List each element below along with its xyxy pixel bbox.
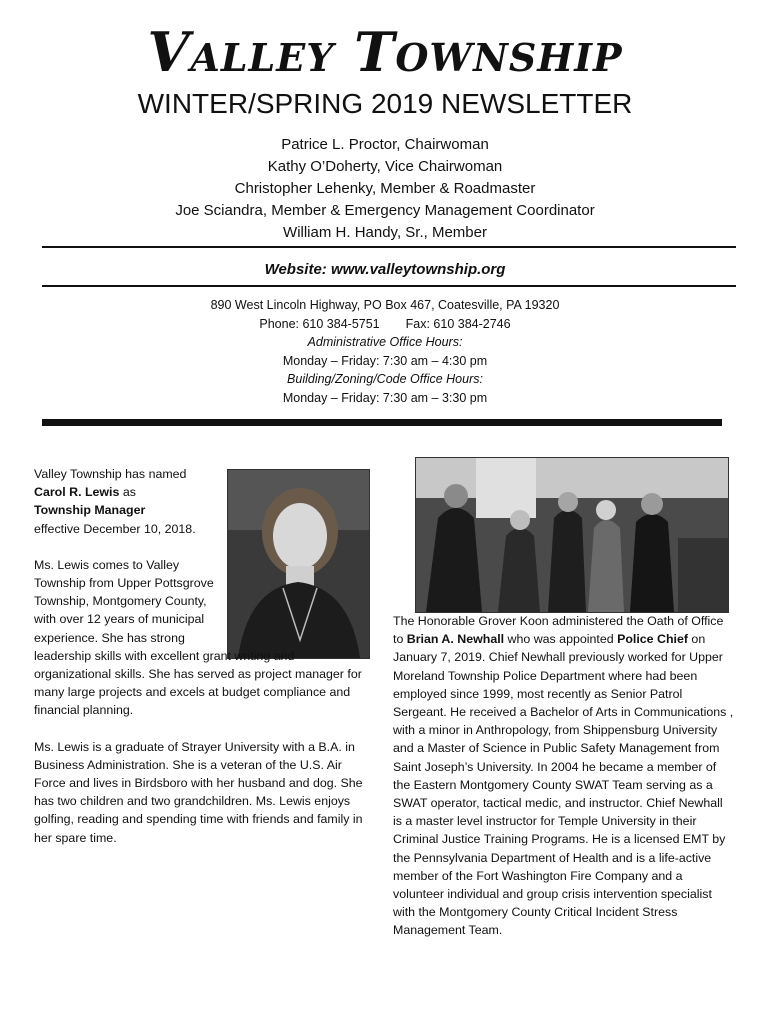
official-chairwoman: Patrice L. Proctor, Chairwoman [281,136,489,153]
police-chief-name: Brian A. Newhall [406,632,505,647]
address: 890 West Lincoln Highway, PO Box 467, Coatesville, PA 19320 [210,298,560,312]
effective-date-text: effective December 10, 2018. [34,521,196,536]
website-line[interactable]: Website: www.valleytownship.org [264,261,506,278]
phone: Phone: 610 384-5751 [259,316,380,331]
building-hours-label: Building/Zoning/Code Office Hours: [287,372,483,386]
oath-of-office-photo [415,457,729,613]
official-member: William H. Handy, Sr., Member [283,224,487,241]
official-roadmaster: Christopher Lehenky, Member & Roadmaster [234,180,536,197]
police-chief-paragraph [393,612,735,940]
admin-hours-label: Administrative Office Hours: [307,335,463,349]
announcement-text-as: as [119,485,136,500]
admin-hours: Monday – Friday: 7:30 am – 4:30 pm [282,353,488,368]
police-chief-title: Police Chief [617,632,688,647]
township-masthead: Valley Township [147,20,623,84]
police-text-appointed: who was appointed [504,632,618,647]
newsletter-title: WINTER/SPRING 2019 NEWSLETTER [137,88,633,119]
manager-title: Township Manager [34,503,146,518]
police-text-intro: The Honorable Grover Koon administered the Oath of Office to [393,614,724,647]
official-emergency-coordinator: Joe Sciandra, Member & Emergency Management Coordinator [175,202,595,219]
phone-fax-line [0,315,770,334]
building-hours: Monday – Friday: 7:30 am – 3:30 pm [282,390,488,405]
manager-name: Carol R. Lewis [34,485,120,500]
article-township-manager [34,465,374,847]
manager-announcement [34,465,220,538]
divider-top [42,246,736,248]
manager-background-narrow: Ms. Lewis comes to Valley Township from Upper Pottsgrove Township, Montgomery County, with over 12 years of municipal experience. She has strong [34,557,214,645]
official-vice-chairwoman: Kathy O’Doherty, Vice Chairwoman [267,158,503,175]
divider-middle [42,285,736,287]
announcement-text: Valley Township has named [34,467,187,481]
contact-block [0,296,770,407]
manager-biography: Ms. Lewis is a graduate of Strayer University with a B.A. in Business Administration. She is a veteran of the U.S. Air Force and lives in Birdsboro with her husband and dog. She has two children and two grandchildren. Ms. Lewis enjoys golfing, reading and spending time with friends and family in her spare time. [34,739,363,845]
police-text-body: on January 7, 2019. Chief Newhall previously worked for Upper Moreland Township Police Department where had been employed since 1999, most recently as Senior Patrol Sergeant. He received a Bachelor of Arts in Communications , with a minor in Anthropology, from Shippensburg University and a Master of Science in Public Safety Management from Saint Joseph’s University. In 2004 he became a member of the Eastern Montgomery County SWAT Team serving as a SWAT operator, tactical medic, and instructor. Chief Newhall is a master level instructor for Temple University in their Criminal Justice Training Programs. He is a licensed EMT by the Pennsylvania Department of Health and is a life-active member of the Fort Washington Fire Company and a volunteer individual and group crisis intervention specialist with the Montgomery County Critical Incident Stress Management Team. [393,632,734,938]
fax: Fax: 610 384-2746 [405,316,511,331]
article-police-chief [393,612,735,940]
officials-list [0,134,770,244]
manager-background-wide: leadership skills with excellent grant writing and organizational skills. She has served as project manager for many large projects and excels at budget compliance and financial planning. [34,648,362,718]
divider-thick [42,419,722,426]
